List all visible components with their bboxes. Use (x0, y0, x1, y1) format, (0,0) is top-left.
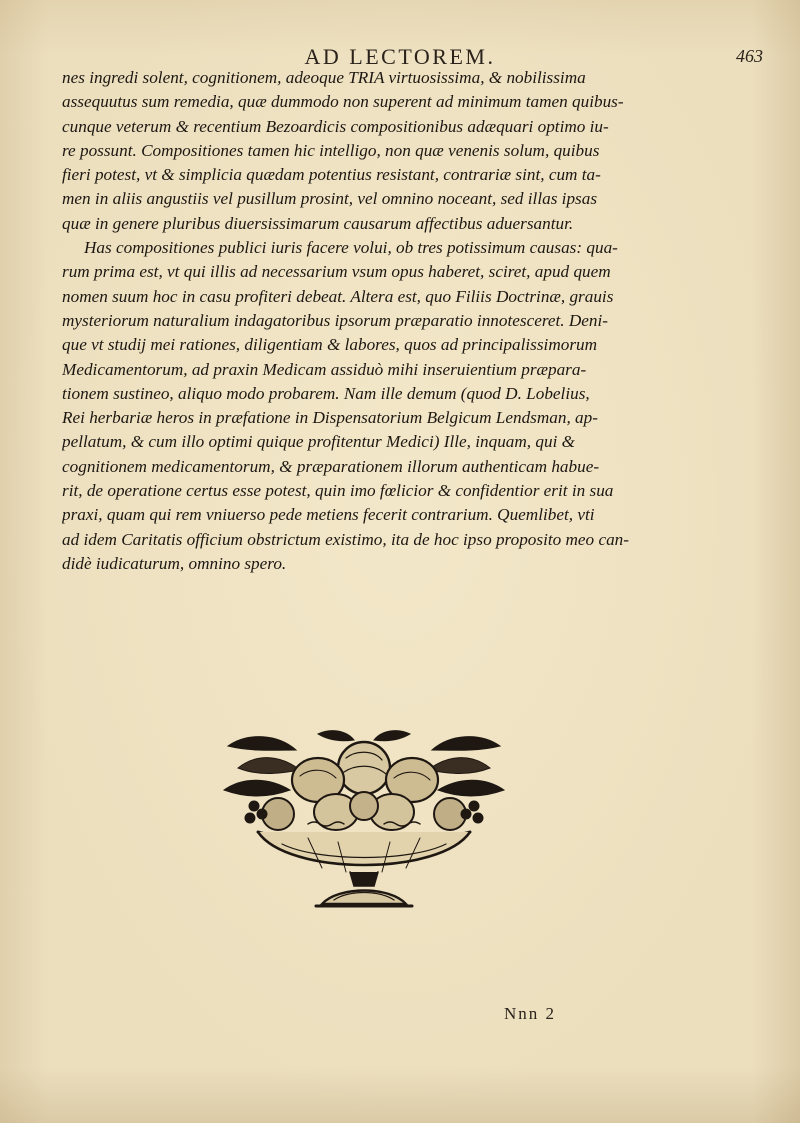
paragraph-start-line: Has compositiones publici iuris facere volui, ob tres potissimum causas: qua- (84, 238, 618, 258)
text-line: re possunt. Compositiones tamen hic intelligo, non quæ venenis solum, quibus (62, 140, 600, 160)
text-line: praxi, quam qui rem vniuerso pede metiens fecerit contrarium. Quemlibet, vti (62, 505, 595, 525)
text-line: fieri potest, vt & simplicia quædam potentius resistant, contrariæ sint, cum ta- (62, 165, 601, 185)
text-line: quæ in genere pluribus diuersissimarum causarum affectibus aduersantur. (62, 213, 574, 233)
running-head: AD LECTOREM. (304, 44, 496, 69)
text-line: mysteriorum naturalium indagatoribus ipsorum præparatio innotesceret. Deni- (62, 310, 609, 330)
text-line: Rei herbariæ heros in præfatione in Dispensatorium Belgicum Lendsman, ap- (62, 408, 598, 428)
text-line: men in aliis angustiis vel pusillum prosint, vel omnino noceant, sed illas ipsas (62, 189, 598, 209)
text-line: didè iudicaturum, omnino spero. (62, 553, 287, 573)
page-number: 463 (736, 46, 763, 66)
text-line: que vt studij mei rationes, diligentiam & labores, quos ad principalissimorum (62, 335, 598, 355)
text-line: nomen suum hoc in casu profiteri debeat. Altera est, quo Filiis Doctrinæ, grauis (62, 286, 614, 306)
body-text (62, 66, 738, 576)
text-line: assequutus sum remedia, quæ dummodo non superent ad minimum tamen quibus- (62, 92, 624, 112)
signature-mark: Nnn 2 (504, 1004, 557, 1023)
fruit-basket-woodcut-icon (218, 728, 510, 914)
text-line: Medicamentorum, ad praxin Medicam assiduò mihi inseruientium præpara- (62, 359, 587, 379)
text-line: rum prima est, vt qui illis ad necessarium vsum opus haberet, sciret, apud quem (62, 262, 611, 282)
text-line: cunque veterum & recentium Bezoardicis compositionibus adæquari optimo iu- (62, 116, 609, 136)
text-line: tionem sustineo, aliquo modo probarem. Nam ille demum (quod D. Lobelius, (62, 383, 590, 403)
text-line: rit, de operatione certus esse potest, quin imo fœlicior & confidentior erit in sua (62, 481, 614, 501)
text-line: pellatum, & cum illo optimi quique profitentur Medici) Ille, inquam, qui & (62, 432, 576, 452)
text-line: nes ingredi solent, cognitionem, adeoque TRIA virtuosissima, & nobilissima (62, 68, 586, 87)
text-line: ad idem Caritatis officium obstrictum existimo, ita de hoc ipso proposito meo can- (62, 529, 629, 549)
text-line: cognitionem medicamentorum, & præparationem illorum authenticam habue- (62, 456, 600, 476)
